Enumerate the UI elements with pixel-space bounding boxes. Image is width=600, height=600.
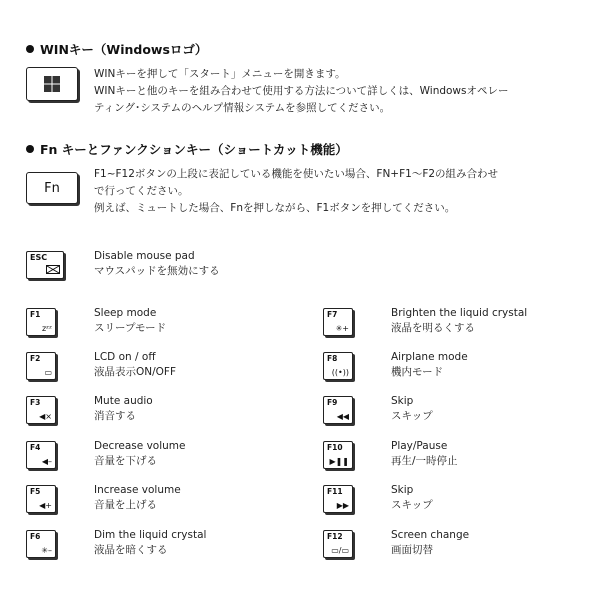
function-desc-jp: 再生/一時停止 bbox=[391, 455, 458, 467]
function-key-description bbox=[391, 439, 458, 469]
function-desc-jp: 液晶を暗くする bbox=[94, 544, 168, 556]
function-desc-jp: 画面切替 bbox=[391, 544, 433, 556]
function-key-description bbox=[391, 350, 468, 380]
win-desc-line-1: WINキーを押して「スタート」メニューを開きます。 bbox=[94, 68, 346, 80]
windows-logo-icon bbox=[43, 75, 61, 93]
esc-key bbox=[26, 251, 64, 279]
fn-key-heading bbox=[26, 140, 348, 158]
function-desc-en: Decrease volume bbox=[94, 440, 186, 452]
function-key-f5 bbox=[26, 485, 56, 513]
esc-description bbox=[94, 249, 220, 279]
play-pause-icon: ▶❚❚ bbox=[329, 457, 349, 466]
fn-key-description bbox=[94, 166, 498, 217]
function-key-description bbox=[391, 528, 469, 558]
function-key-f12 bbox=[323, 530, 353, 558]
esc-desc-jp: マウスパッドを無効にする bbox=[94, 265, 220, 277]
function-desc-en: Increase volume bbox=[94, 484, 181, 496]
function-desc-en: Play/Pause bbox=[391, 440, 448, 452]
win-key-heading bbox=[26, 40, 207, 58]
windows-key bbox=[26, 67, 78, 101]
win-key-description bbox=[94, 66, 509, 117]
bullet-icon bbox=[26, 45, 34, 53]
function-key-description bbox=[391, 394, 433, 424]
function-key-label: F5 bbox=[30, 487, 41, 496]
function-key-f4 bbox=[26, 441, 56, 469]
function-desc-en: Airplane mode bbox=[391, 351, 468, 363]
function-key-f10 bbox=[323, 441, 353, 469]
function-key-f8 bbox=[323, 352, 353, 380]
skip-back-icon: ◀◀ bbox=[336, 412, 349, 421]
function-key-description bbox=[391, 483, 433, 513]
win-desc-line-2: WINキーと他のキーを組み合わせて使用する方法について詳しくは、Windowsオペレー bbox=[94, 85, 509, 97]
function-desc-en: Sleep mode bbox=[94, 307, 157, 319]
fn-key bbox=[26, 172, 78, 204]
mute-icon: ◀× bbox=[39, 412, 52, 421]
fn-desc-line-3: 例えば、ミュートした場合、Fnを押しながら、F1ボタンを押してください。 bbox=[94, 202, 456, 214]
function-desc-jp: 液晶表示ON/OFF bbox=[94, 366, 177, 378]
function-desc-jp: スリープモード bbox=[94, 322, 167, 334]
function-key-label: F12 bbox=[327, 532, 343, 541]
function-desc-jp: 音量を下げる bbox=[94, 455, 157, 467]
skip-forward-icon: ▶▶ bbox=[336, 501, 349, 510]
function-key-label: F10 bbox=[327, 443, 343, 452]
function-key-f1 bbox=[26, 308, 56, 336]
esc-desc-en: Disable mouse pad bbox=[94, 250, 195, 262]
function-key-description bbox=[391, 306, 527, 336]
function-key-label: F1 bbox=[30, 310, 41, 319]
function-desc-en: Screen change bbox=[391, 529, 470, 541]
volume-down-icon: ◀– bbox=[41, 457, 52, 466]
function-key-label: F2 bbox=[30, 354, 41, 363]
brightness-down-icon: ✳– bbox=[41, 546, 52, 555]
touchpad-off-icon bbox=[46, 265, 60, 276]
function-desc-jp: 音量を上げる bbox=[94, 499, 157, 511]
volume-up-icon: ◀+ bbox=[39, 501, 52, 510]
function-key-f11 bbox=[323, 485, 353, 513]
function-key-label: F7 bbox=[327, 310, 338, 319]
function-key-description bbox=[94, 439, 185, 469]
fn-key-label: Fn bbox=[44, 180, 60, 196]
function-key-label: F11 bbox=[327, 487, 343, 496]
function-desc-jp: 機内モード bbox=[391, 366, 444, 378]
fn-key-heading-text: Fn キーとファンクションキー（ショートカット機能） bbox=[40, 142, 348, 157]
sleep-icon: zᶻᶻ bbox=[41, 324, 52, 333]
bullet-icon bbox=[26, 145, 34, 153]
function-key-f3 bbox=[26, 396, 56, 424]
function-desc-en: Skip bbox=[391, 484, 414, 496]
function-key-label: F3 bbox=[30, 398, 41, 407]
function-key-label: F4 bbox=[30, 443, 41, 452]
function-desc-en: Brighten the liquid crystal bbox=[391, 307, 528, 319]
function-key-description bbox=[94, 483, 181, 513]
function-desc-jp: スキップ bbox=[391, 499, 433, 511]
function-desc-en: Mute audio bbox=[94, 395, 153, 407]
lcd-icon: ▭ bbox=[44, 368, 52, 377]
function-key-f2 bbox=[26, 352, 56, 380]
function-desc-jp: 液晶を明るくする bbox=[391, 322, 475, 334]
airplane-mode-icon: ((•)) bbox=[331, 368, 349, 377]
function-desc-en: LCD on / off bbox=[94, 351, 156, 363]
win-desc-line-3: ティング･システムのヘルプ情報システムを参照してください。 bbox=[94, 102, 391, 114]
win-key-heading-text: WINキー（Windowsロゴ） bbox=[40, 42, 208, 57]
fn-desc-line-1: F1~F12ボタンの上段に表記している機能を使いたい場合、FN+F1～F2の組み合わせ bbox=[94, 168, 499, 180]
esc-key-label: ESC bbox=[30, 253, 48, 262]
function-desc-jp: スキップ bbox=[391, 410, 433, 422]
function-key-label: F9 bbox=[327, 398, 338, 407]
brightness-up-icon: ✳+ bbox=[335, 324, 349, 333]
function-key-description bbox=[94, 350, 176, 380]
function-key-description bbox=[94, 528, 206, 558]
function-key-description bbox=[94, 394, 153, 424]
function-key-label: F8 bbox=[327, 354, 338, 363]
function-key-label: F6 bbox=[30, 532, 41, 541]
function-key-f9 bbox=[323, 396, 353, 424]
screen-change-icon: ▭/▭ bbox=[331, 546, 349, 555]
function-desc-en: Skip bbox=[391, 395, 414, 407]
function-key-f6 bbox=[26, 530, 56, 558]
function-key-f7 bbox=[323, 308, 353, 336]
function-desc-en: Dim the liquid crystal bbox=[94, 529, 207, 541]
fn-desc-line-2: で行ってください。 bbox=[94, 185, 189, 197]
function-desc-jp: 消音する bbox=[94, 410, 136, 422]
function-key-description bbox=[94, 306, 166, 336]
